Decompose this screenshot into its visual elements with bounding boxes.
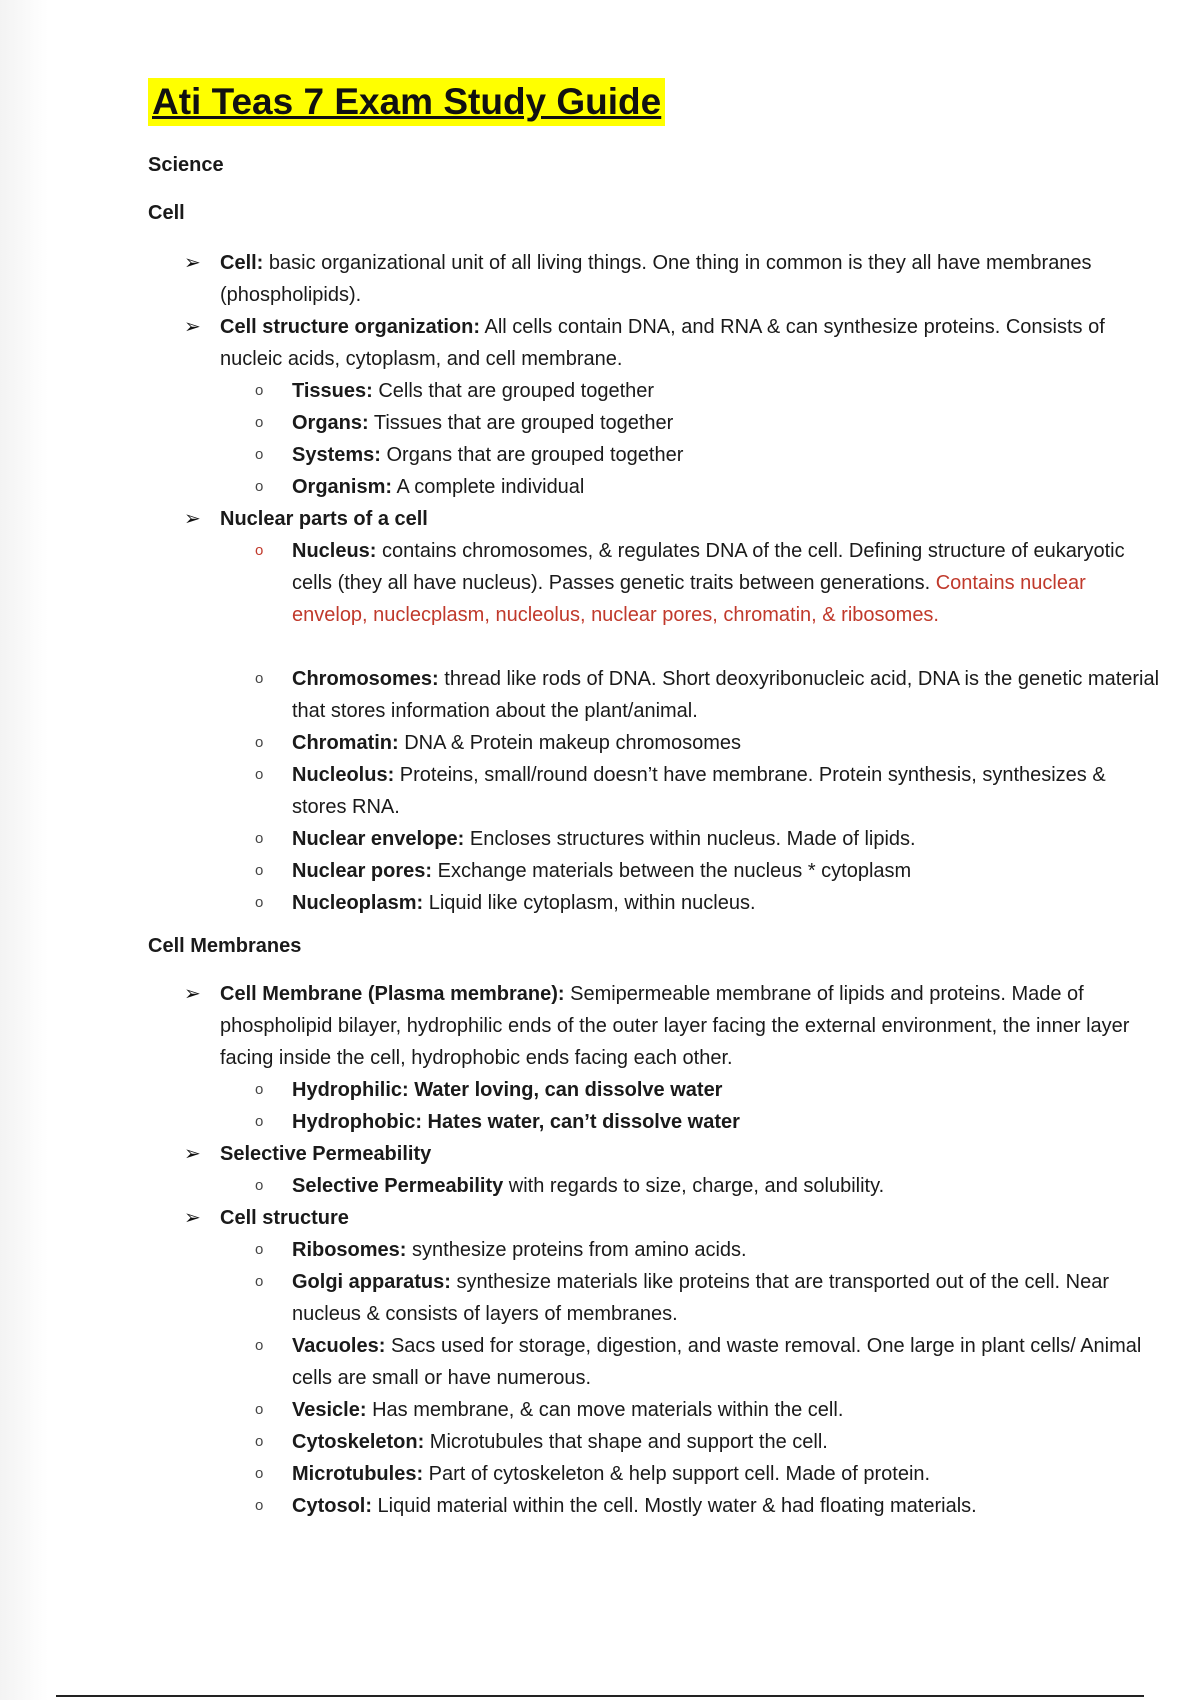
definition: Proteins, small/round doesn’t have membrane. Protein synthesis, synthesizes & stores RNA.	[292, 764, 1106, 818]
circle-bullet-icon: o	[255, 382, 264, 399]
circle-bullet-icon: o	[255, 1241, 264, 1258]
section-heading-cell-membranes: Cell Membranes	[148, 935, 302, 957]
definition: DNA & Protein makeup chromosomes	[398, 732, 742, 754]
definition: Semipermeable membrane of lipids and proteins. Made of phospholipid bilayer, hydrophilic ends of the outer layer facing the external environment, the inner layer facing inside the cell, hydrophobic ends facing each other.	[220, 983, 1130, 1069]
list-item	[292, 663, 1162, 727]
circle-bullet-icon: o	[255, 1337, 264, 1354]
list-item	[292, 1106, 1162, 1138]
list-item	[220, 1202, 1165, 1234]
list-item	[220, 978, 1165, 1074]
list-item	[292, 1426, 1162, 1458]
term: Nuclear pores:	[292, 860, 433, 882]
term: Cytosol:	[292, 1495, 372, 1517]
circle-bullet-icon: o	[255, 446, 264, 463]
arrow-bullet-icon: ➢	[184, 316, 201, 338]
term: Golgi apparatus:	[292, 1271, 451, 1293]
red-note: Contains nuclear envelop, nuclecplasm, nucleolus, nuclear pores, chromatin, & ribosomes.	[292, 572, 1086, 626]
list-item	[292, 375, 1162, 407]
list-item	[220, 311, 1165, 375]
circle-bullet-icon: o	[255, 542, 264, 559]
term: Chromosomes:	[292, 668, 439, 690]
list-item	[292, 823, 1162, 855]
definition: with regards to size, charge, and solubility.	[503, 1175, 885, 1197]
section-heading-cell: Cell	[148, 202, 185, 224]
list-item	[292, 407, 1162, 439]
term: Cell structure	[220, 1207, 349, 1229]
list-item	[292, 727, 1162, 759]
list-item	[292, 887, 1162, 919]
term: Chromatin:	[292, 732, 399, 754]
list-item	[292, 1458, 1162, 1490]
list-item	[292, 1394, 1162, 1426]
definition: Organs that are grouped together	[380, 444, 684, 466]
circle-bullet-icon: o	[255, 1273, 264, 1290]
term: Organs:	[292, 412, 369, 434]
list-item	[292, 1170, 1162, 1202]
term: Nuclear parts of a cell	[220, 508, 428, 530]
definition: contains chromosomes, & regulates DNA of the cell. Defining structure of eukaryotic cells (they all have nucleus). Passes genetic traits between generations.	[292, 540, 1125, 594]
circle-bullet-icon: o	[255, 1465, 264, 1482]
term: Organism:	[292, 476, 393, 498]
list-item	[292, 1074, 1162, 1106]
arrow-bullet-icon: ➢	[184, 508, 201, 530]
list-item	[292, 1234, 1162, 1266]
definition: thread like rods of DNA. Short deoxyribonucleic acid, DNA is the genetic material that stores information about the plant/animal.	[292, 668, 1160, 722]
list-item	[220, 1138, 1165, 1170]
list-item	[292, 759, 1162, 823]
list-item	[292, 471, 1162, 503]
definition: synthesize proteins from amino acids.	[406, 1239, 747, 1261]
definition: Cells that are grouped together	[372, 380, 655, 402]
circle-bullet-icon: o	[255, 670, 264, 687]
list-item	[292, 1490, 1162, 1522]
arrow-bullet-icon: ➢	[184, 1207, 201, 1229]
term: Selective Permeability	[292, 1175, 504, 1197]
term: Nucleolus:	[292, 764, 395, 786]
term: Hydrophobic: Hates water, can’t dissolve water	[292, 1111, 740, 1133]
definition: Encloses structures within nucleus. Made of lipids.	[464, 828, 916, 850]
term: Microtubules:	[292, 1463, 424, 1485]
footer-rule	[56, 1695, 1144, 1697]
definition: Sacs used for storage, digestion, and waste removal. One large in plant cells/ Animal cells are small or have numerous.	[292, 1335, 1142, 1389]
page-edge-shadow	[0, 0, 48, 1700]
list-item	[220, 503, 1165, 535]
definition: Has membrane, & can move materials within the cell.	[366, 1399, 844, 1421]
definition: Tissues that are grouped together	[368, 412, 674, 434]
circle-bullet-icon: o	[255, 1177, 264, 1194]
circle-bullet-icon: o	[255, 1081, 264, 1098]
term: Vesicle:	[292, 1399, 367, 1421]
term: Nucleoplasm:	[292, 892, 424, 914]
list-item	[292, 439, 1162, 471]
term: Nuclear envelope:	[292, 828, 465, 850]
list-item	[292, 855, 1162, 887]
definition: Liquid like cytoplasm, within nucleus.	[423, 892, 756, 914]
term: Hydrophilic: Water loving, can dissolve water	[292, 1079, 723, 1101]
definition: A complete individual	[392, 476, 585, 498]
term: Vacuoles:	[292, 1335, 386, 1357]
term: Ribosomes:	[292, 1239, 407, 1261]
circle-bullet-icon: o	[255, 894, 264, 911]
term: Cytoskeleton:	[292, 1431, 425, 1453]
term: Systems:	[292, 444, 381, 466]
circle-bullet-icon: o	[255, 1497, 264, 1514]
term: Cell Membrane (Plasma membrane):	[220, 983, 565, 1005]
term: Tissues:	[292, 380, 373, 402]
list-item	[292, 535, 1162, 631]
circle-bullet-icon: o	[255, 1433, 264, 1450]
circle-bullet-icon: o	[255, 766, 264, 783]
term: Cell:	[220, 252, 264, 274]
definition: All cells contain DNA, and RNA & can synthesize proteins. Consists of nucleic acids, cytoplasm, and cell membrane.	[220, 316, 1105, 370]
term: Cell structure organization:	[220, 316, 481, 338]
arrow-bullet-icon: ➢	[184, 983, 201, 1005]
circle-bullet-icon: o	[255, 862, 264, 879]
definition: Liquid material within the cell. Mostly water & had floating materials.	[372, 1495, 977, 1517]
document-title: Ati Teas 7 Exam Study Guide	[148, 78, 665, 126]
circle-bullet-icon: o	[255, 830, 264, 847]
list-item	[220, 247, 1165, 311]
circle-bullet-icon: o	[255, 478, 264, 495]
term: Selective Permeability	[220, 1143, 432, 1165]
definition: basic organizational unit of all living things. One thing in common is they all have membranes (phospholipids).	[220, 252, 1092, 306]
list-item	[292, 1330, 1162, 1394]
definition: Microtubules that shape and support the cell.	[424, 1431, 828, 1453]
arrow-bullet-icon: ➢	[184, 1143, 201, 1165]
circle-bullet-icon: o	[255, 734, 264, 751]
definition: Exchange materials between the nucleus * cytoplasm	[432, 860, 912, 882]
definition: synthesize materials like proteins that are transported out of the cell. Near nucleus & consists of layers of membranes.	[292, 1271, 1110, 1325]
arrow-bullet-icon: ➢	[184, 252, 201, 274]
circle-bullet-icon: o	[255, 1401, 264, 1418]
definition: Part of cytoskeleton & help support cell. Made of protein.	[423, 1463, 931, 1485]
section-heading-science: Science	[148, 154, 224, 176]
circle-bullet-icon: o	[255, 1113, 264, 1130]
circle-bullet-icon: o	[255, 414, 264, 431]
list-item	[292, 1266, 1162, 1330]
term: Nucleus:	[292, 540, 377, 562]
